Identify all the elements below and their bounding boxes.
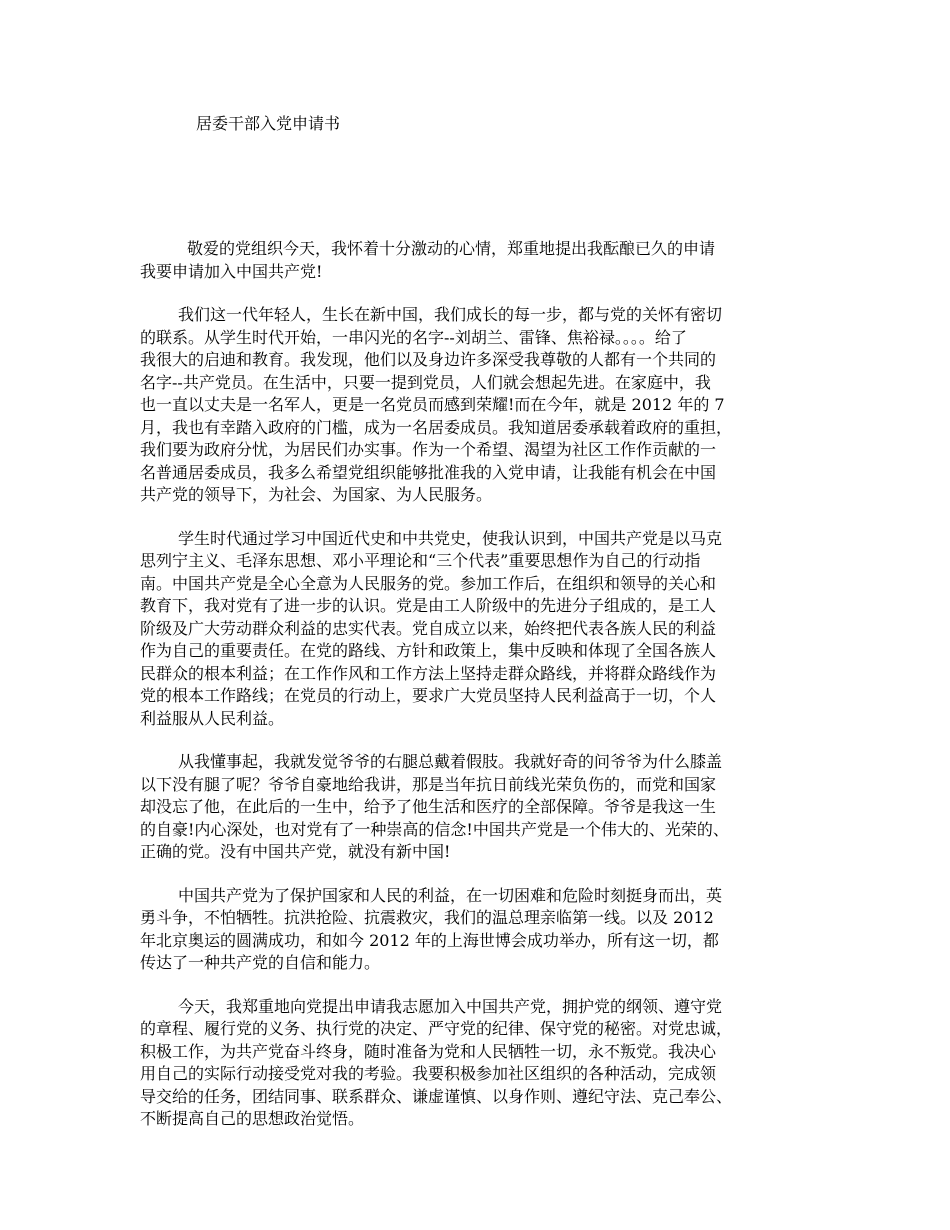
text-line: 利益服从人民利益。 [140, 708, 285, 728]
text-line: 民群众的根本利益；在工作作风和工作方法上坚持走群众路线，并将群众路线作为 [140, 663, 717, 683]
paragraph [140, 304, 820, 507]
text-line: 名普通居委成员，我多么希望党组织能够批准我的入党申请，让我能有机会在中国 [140, 462, 717, 482]
text-line: 南。中国共产党是全心全意为人民服务的党。参加工作后，在组织和领导的关心和 [140, 573, 717, 593]
text-line: 正确的党。没有中国共产党，就没有新中国! [140, 842, 451, 861]
text-line: 我很大的启迪和教育。我发现，他们以及身边许多深受我尊敬的人都有一个共同的 [140, 350, 717, 369]
document-body [140, 238, 820, 1152]
paragraph [140, 996, 820, 1131]
text-line: 思列宁主义、毛泽东思想、邓小平理论和“三个代表”重要思想作为自己的行动指 [140, 551, 701, 570]
text-line: 我们这一代年轻人，生长在新中国，我们成长的每一步，都与党的关怀有密切 [178, 305, 723, 324]
text-line: 学生时代通过学习中国近代史和中共党史，使我认识到，中国共产党是以马克 [178, 528, 723, 548]
text-line: 敬爱的党组织今天，我怀着十分激动的心情，郑重地提出我酝酿已久的申请 [187, 239, 716, 258]
text-line: 积极工作，为共产党奋斗终身，随时准备为党和人民牺牲一切，永不叛党。我决心 [140, 1041, 717, 1061]
text-line: 用自己的实际行动接受党对我的考验。我要积极参加社区组织的各种活动，完成领 [140, 1064, 717, 1083]
paragraph [140, 885, 820, 975]
text-line: 的章程、履行党的义务、执行党的决定、严守党的纪律、保守党的秘密。对党忠诚， [140, 1019, 733, 1038]
text-line: 的自豪!内心深处，也对党有了一种崇高的信念!中国共产党是一个伟大的、光荣的、 [140, 819, 729, 839]
text-line: 不断提高自己的思想政治觉悟。 [140, 1109, 365, 1128]
text-line: 传达了一种共产党的自信和能力。 [140, 953, 381, 972]
text-line: 也一直以丈夫是一名军人，更是一名党员而感到荣耀!而在今年，就是 2012 年的 7 [140, 395, 725, 414]
text-line: 名字--共产党员。在生活中，只要一提到党员，人们就会想起先进。在家庭中，我 [140, 372, 711, 392]
paragraph [140, 528, 820, 731]
paragraph [140, 751, 820, 864]
paragraph [140, 238, 820, 283]
text-line: 阶级及广大劳动群众利益的忠实代表。党自成立以来，始终把代表各族人民的利益 [140, 618, 717, 638]
text-line: 勇斗争，不怕牺牲。抗洪抢险、抗震救灾，我们的温总理亲临第一线。以及 2012 [140, 908, 714, 927]
text-line: 年北京奥运的圆满成功，和如今 2012 年的上海世博会成功举办，所有这一切，都 [140, 930, 719, 950]
text-line: 教育下，我对党有了进一步的认识。党是由工人阶级中的先进分子组成的，是工人 [140, 596, 717, 615]
text-line: 导交给的任务，团结同事、联系群众、谦虚谨慎、以身作则、遵纪守法、克己奉公、 [140, 1086, 733, 1106]
text-line: 我要申请加入中国共产党! [140, 261, 323, 281]
text-line: 月，我也有幸踏入政府的门槛，成为一名居委成员。我知道居委承载着政府的重担， [140, 417, 733, 437]
text-line: 我们要为政府分忧，为居民们办实事。作为一个希望、渴望为社区工作作贡献的一 [140, 440, 717, 459]
text-line: 中国共产党为了保护国家和人民的利益，在一切困难和危险时刻挺身而出，英 [178, 885, 723, 905]
text-line: 共产党的领导下，为社会、为国家、为人民服务。 [140, 485, 493, 504]
text-line: 的联系。从学生时代开始，一串闪光的名字--刘胡兰、雷锋、焦裕禄。。。。给了 [140, 327, 687, 347]
text-line: 从我懂事起，我就发觉爷爷的右腿总戴着假肢。我就好奇的问爷爷为什么膝盖 [178, 752, 723, 771]
text-line: 却没忘了他，在此后的一生中，给予了他生活和医疗的全部保障。爷爷是我这一生 [140, 797, 717, 816]
document-title: 居委干部入党申请书 [196, 114, 341, 133]
text-line: 今天，我郑重地向党提出申请我志愿加入中国共产党，拥护党的纲领、遵守党 [178, 996, 723, 1016]
text-line: 作为自己的重要责任。在党的路线、方针和政策上，集中反映和体现了全国各族人 [140, 641, 717, 660]
text-line: 以下没有腿了呢？爷爷自豪地给我讲，那是当年抗日前线光荣负伤的，而党和国家 [140, 774, 717, 794]
text-line: 党的根本工作路线；在党员的行动上，要求广大党员坚持人民利益高于一切，个人 [140, 686, 717, 705]
